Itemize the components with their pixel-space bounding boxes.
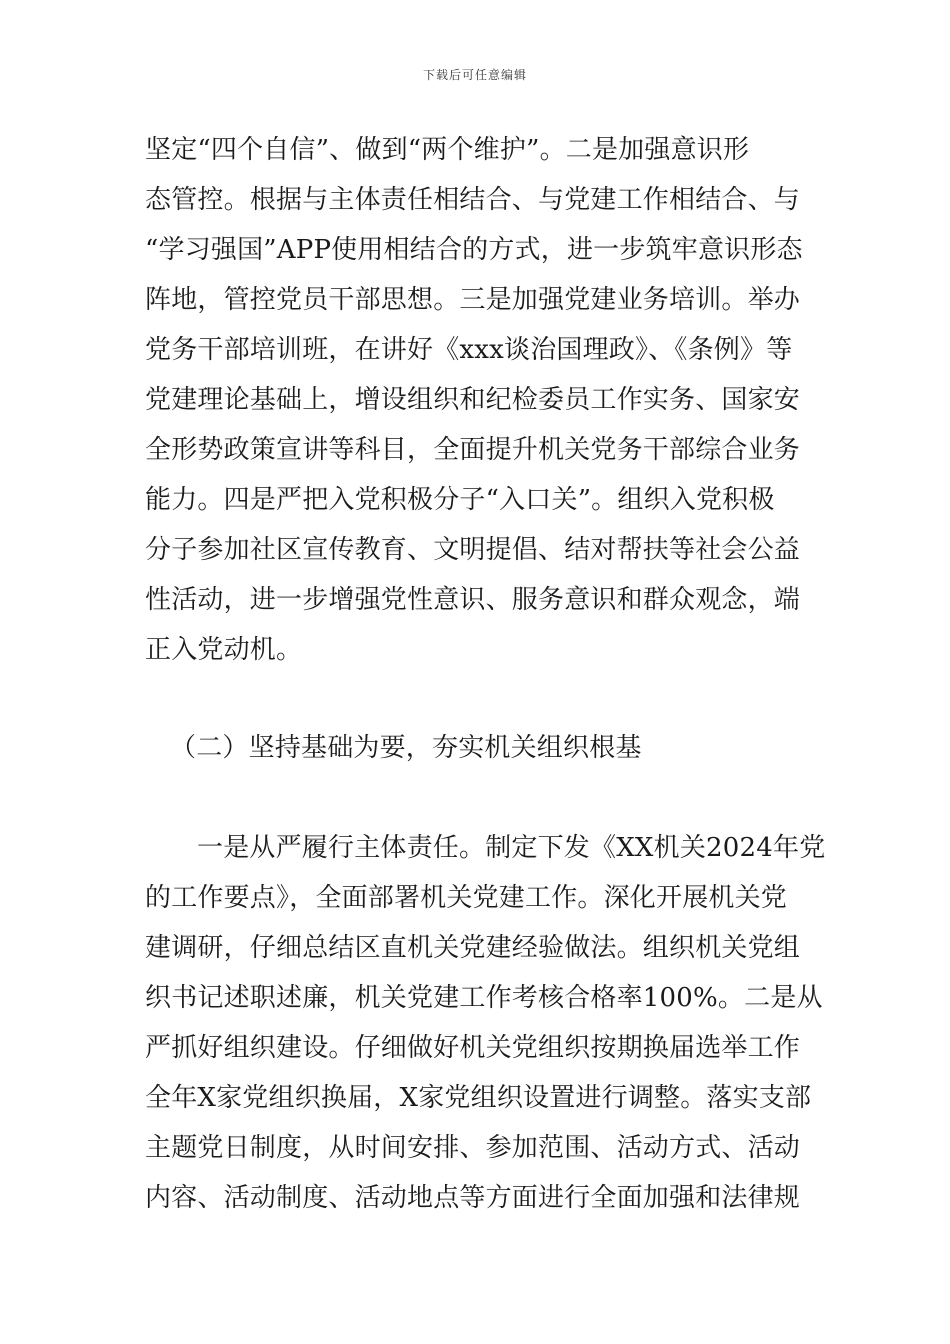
paragraph-line: 党务干部培训班，在讲好《xxx谈治国理政》、《条例》等 xyxy=(145,335,793,365)
paragraph-line: 分子参加社区宣传教育、文明提倡、结对帮扶等社会公益 xyxy=(145,535,801,565)
paragraph-line: 阵地，管控党员干部思想。三是加强党建业务培训。举办 xyxy=(145,285,801,315)
page-header: 下载后可任意编辑 xyxy=(422,68,527,82)
paragraph-line: 的工作要点》，全面部署机关党建工作。深化开展机关党 xyxy=(145,883,788,913)
paragraph-line: 建调研，仔细总结区直机关党建经验做法。组织机关党组 xyxy=(145,933,801,963)
paragraph-line: 严抓好组织建设。仔细做好机关党组织按期换届选举工作 xyxy=(145,1033,801,1063)
paragraph-line: “学习强国”APP使用相结合的方式，进一步筑牢意识形态 xyxy=(145,235,803,265)
paragraph-line: 内容、活动制度、活动地点等方面进行全面加强和法律规 xyxy=(145,1183,801,1213)
paragraph-line: 一是从严履行主体责任。制定下发《XX机关2024年党 xyxy=(197,833,826,863)
paragraph-line: 坚定“四个自信”、做到“两个维护”。二是加强意识形 xyxy=(145,135,750,165)
paragraph-line: 织书记述职述廉，机关党建工作考核合格率100%。二是从 xyxy=(145,983,823,1013)
paragraph-line: 性活动，进一步增强党性意识、服务意识和群众观念，端 xyxy=(145,585,801,615)
paragraph-line: 正入党动机。 xyxy=(145,635,303,665)
paragraph-line: 态管控。根据与主体责任相结合、与党建工作相结合、与 xyxy=(145,185,801,215)
paragraph-line: 党建理论基础上，增设组织和纪检委员工作实务、国家安 xyxy=(145,385,801,415)
paragraph-line: 全形势政策宣讲等科目，全面提升机关党务干部综合业务 xyxy=(145,435,801,465)
section-heading: （二）坚持基础为要，夯实机关组织根基 xyxy=(170,733,642,763)
paragraph-line: 主题党日制度，从时间安排、参加范围、活动方式、活动 xyxy=(145,1133,801,1163)
paragraph-line: 全年X家党组织换届，X家党组织设置进行调整。落实支部 xyxy=(145,1083,812,1113)
paragraph-line: 能力。四是严把入党积极分子“入口关”。组织入党积极 xyxy=(145,485,775,515)
